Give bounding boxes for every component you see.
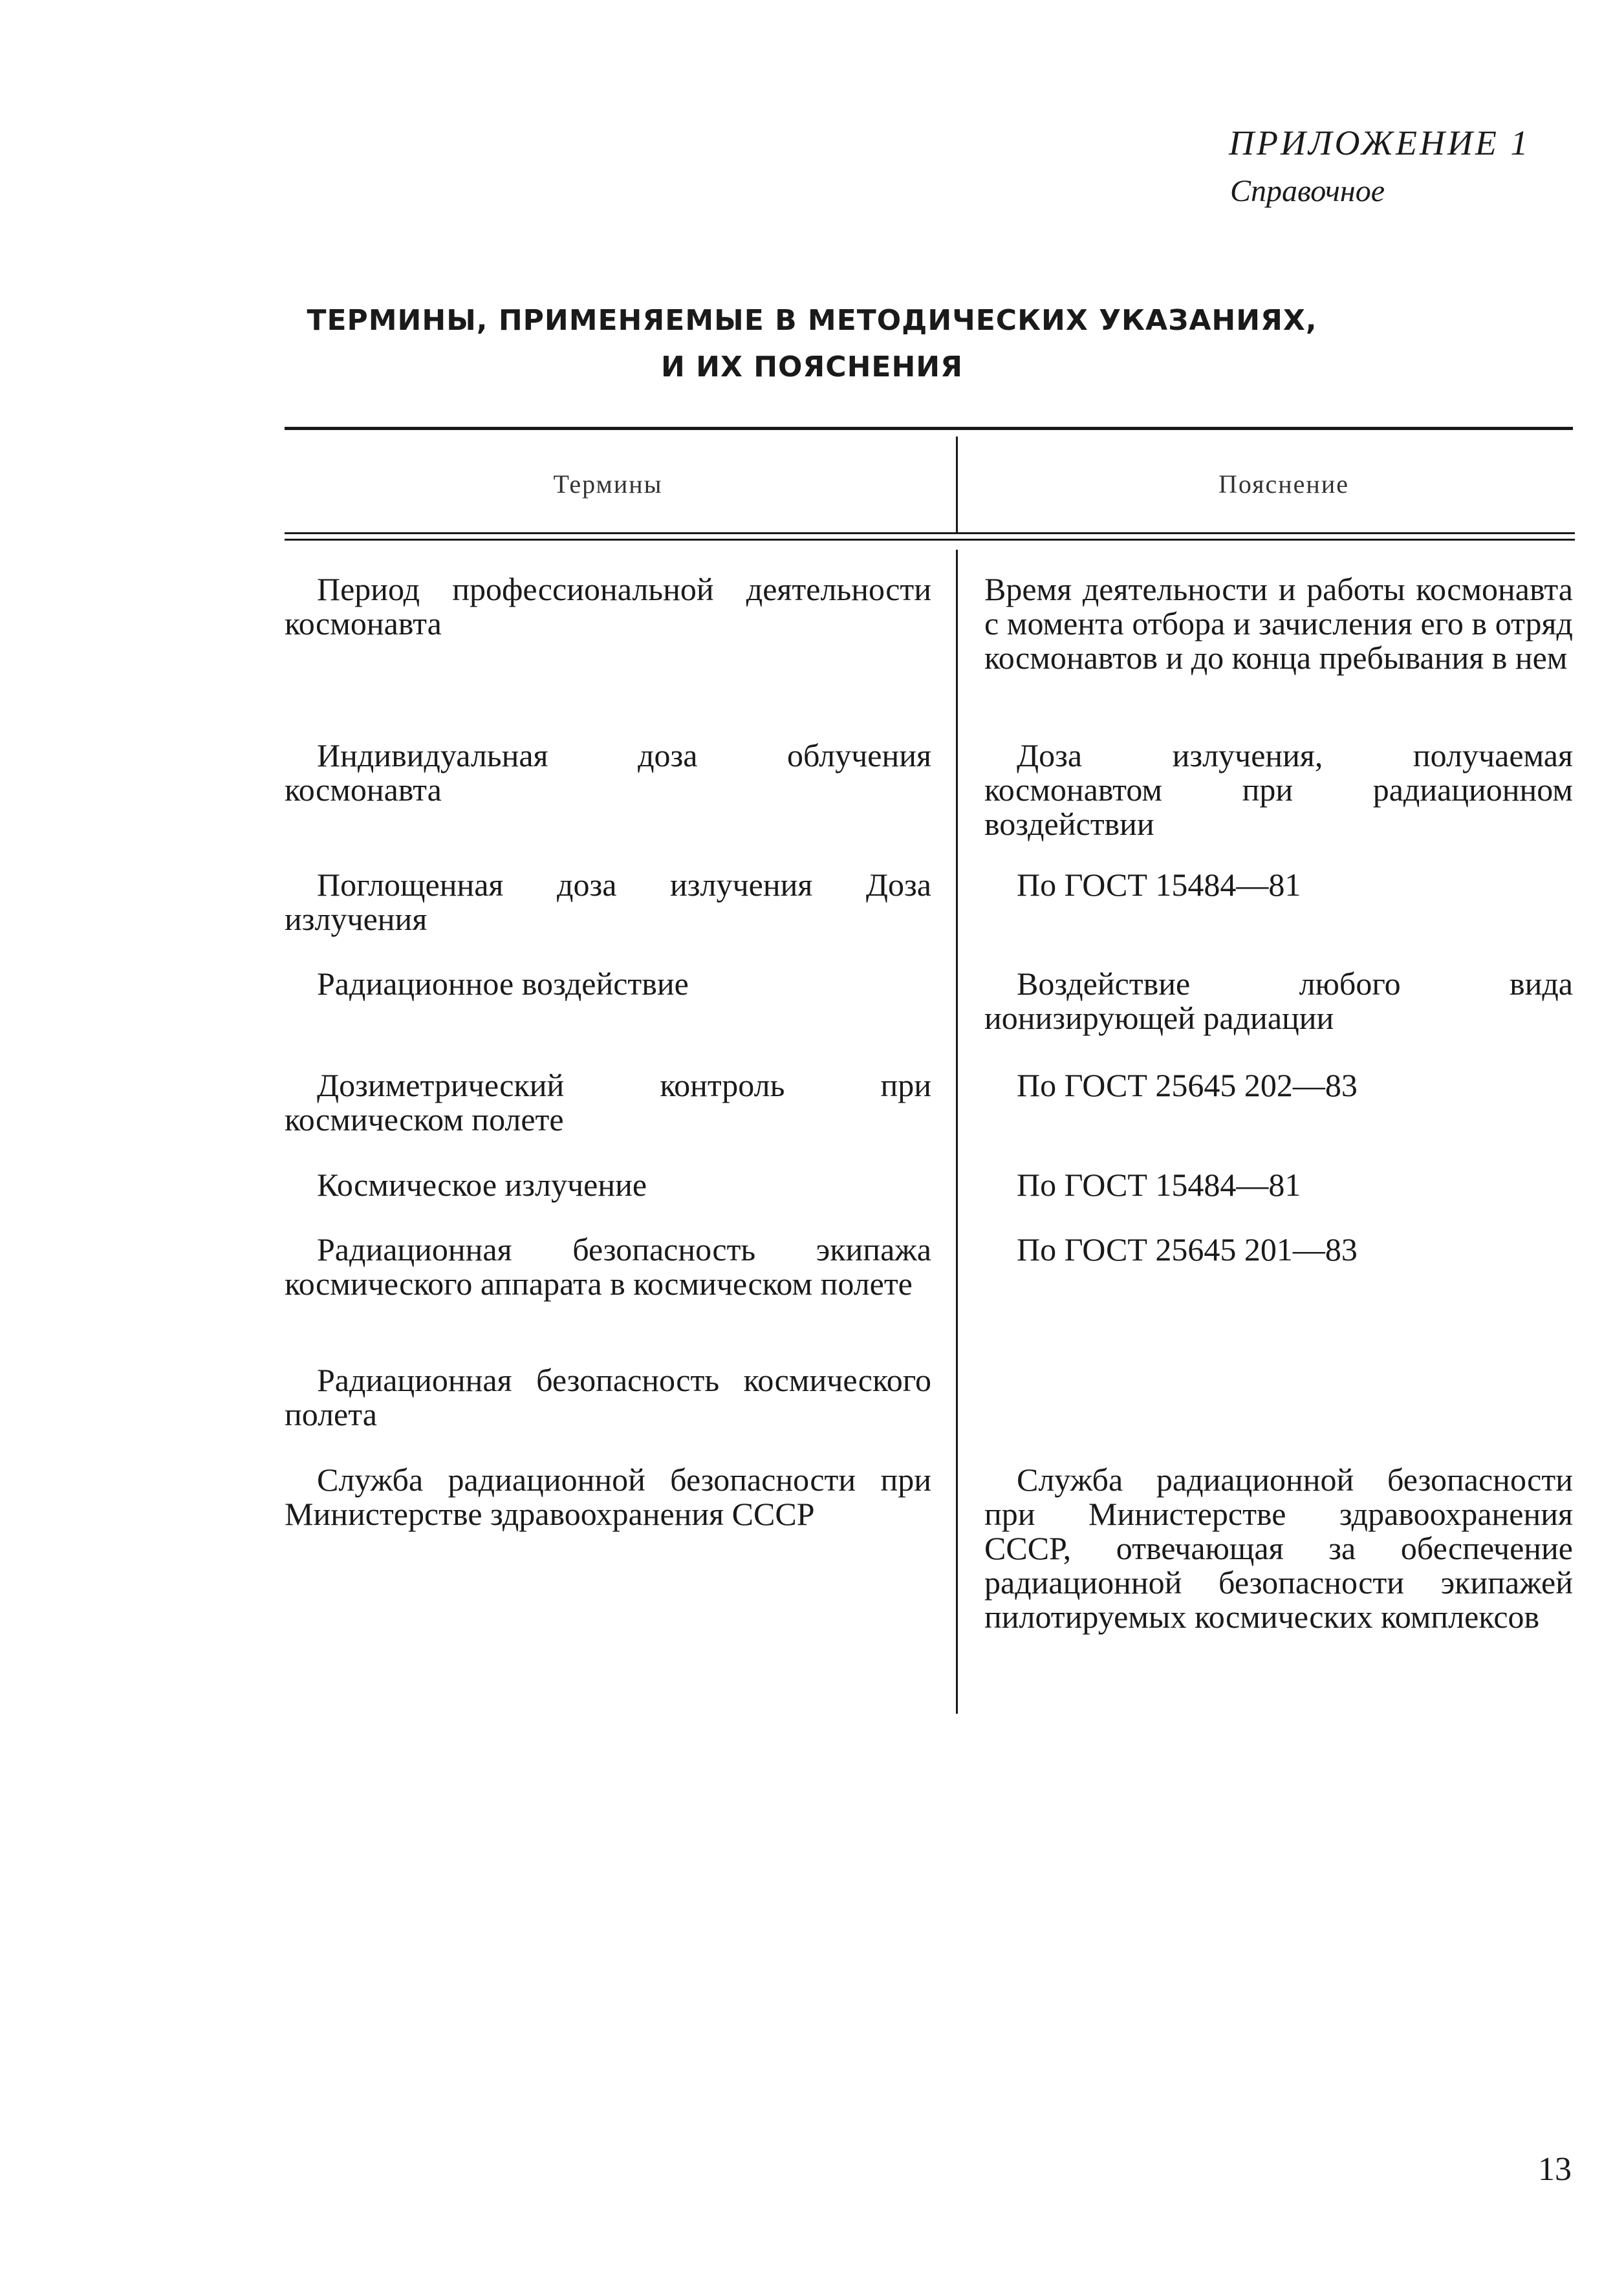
table-row-term: Радиационная безопасность космического полета <box>285 1362 931 1432</box>
table-row-explanation: Воздействие любого вида ионизирующей радиации <box>984 966 1573 1036</box>
appendix-title: ПРИЛОЖЕНИЕ 1 <box>1229 124 1531 162</box>
table-row-term: Поглощенная доза излучения Доза излучения <box>285 867 931 937</box>
document-heading <box>0 297 1624 391</box>
column-header-terms: Термины <box>553 469 663 499</box>
heading-line-2: И ИХ ПОЯСНЕНИЯ <box>660 351 964 383</box>
header-column-divider <box>956 437 958 532</box>
table-row-explanation: Служба радиационной безопасности при Министерстве здравоохранения СССР, отвечающая за обеспечение радиационной безопасности экипажей пилотируемых космических комплексов <box>984 1462 1573 1635</box>
table-row-explanation: По ГОСТ 15484—81 <box>1017 867 1301 903</box>
table-top-rule <box>285 427 1573 430</box>
table-row-explanation: Время деятельности и работы космонавта с момента отбора и зачисления его в отряд космонавтов и до конца пребывания в нем <box>984 571 1573 676</box>
body-column-divider <box>956 550 958 1714</box>
heading-line-1: ТЕРМИНЫ, ПРИМЕНЯЕМЫЕ В МЕТОДИЧЕСКИХ УКАЗАНИЯХ, <box>307 304 1317 337</box>
table-row-explanation: По ГОСТ 25645 201—83 <box>1017 1231 1358 1268</box>
table-row-term: Индивидуальная доза облучения космонавта <box>285 737 931 808</box>
table-row-explanation: По ГОСТ 15484—81 <box>1017 1167 1301 1203</box>
table-row-term: Радиационное воздействие <box>317 966 689 1002</box>
table-row-term: Служба радиационной безопасности при Министерстве здравоохранения СССР <box>285 1462 931 1532</box>
column-header-explanation: Пояснение <box>1218 469 1349 499</box>
table-row-explanation: Доза излучения, получаемая космонавтом при радиационном воздействии <box>984 737 1573 842</box>
header-rule-2 <box>285 539 1575 541</box>
page-number: 13 <box>1538 2151 1572 2188</box>
table-row-explanation: По ГОСТ 25645 202—83 <box>1017 1067 1358 1103</box>
header-rule-1 <box>285 532 1575 534</box>
table-row-term: Дозиметрический контроль при космическом полете <box>285 1067 931 1138</box>
appendix-subtitle: Справочное <box>1230 174 1385 208</box>
table-row-term: Космическое излучение <box>317 1167 647 1203</box>
table-row-term: Период профессиональной деятельности космонавта <box>285 571 931 642</box>
table-row-term: Радиационная безопасность экипажа космического аппарата в космическом полете <box>285 1231 931 1302</box>
